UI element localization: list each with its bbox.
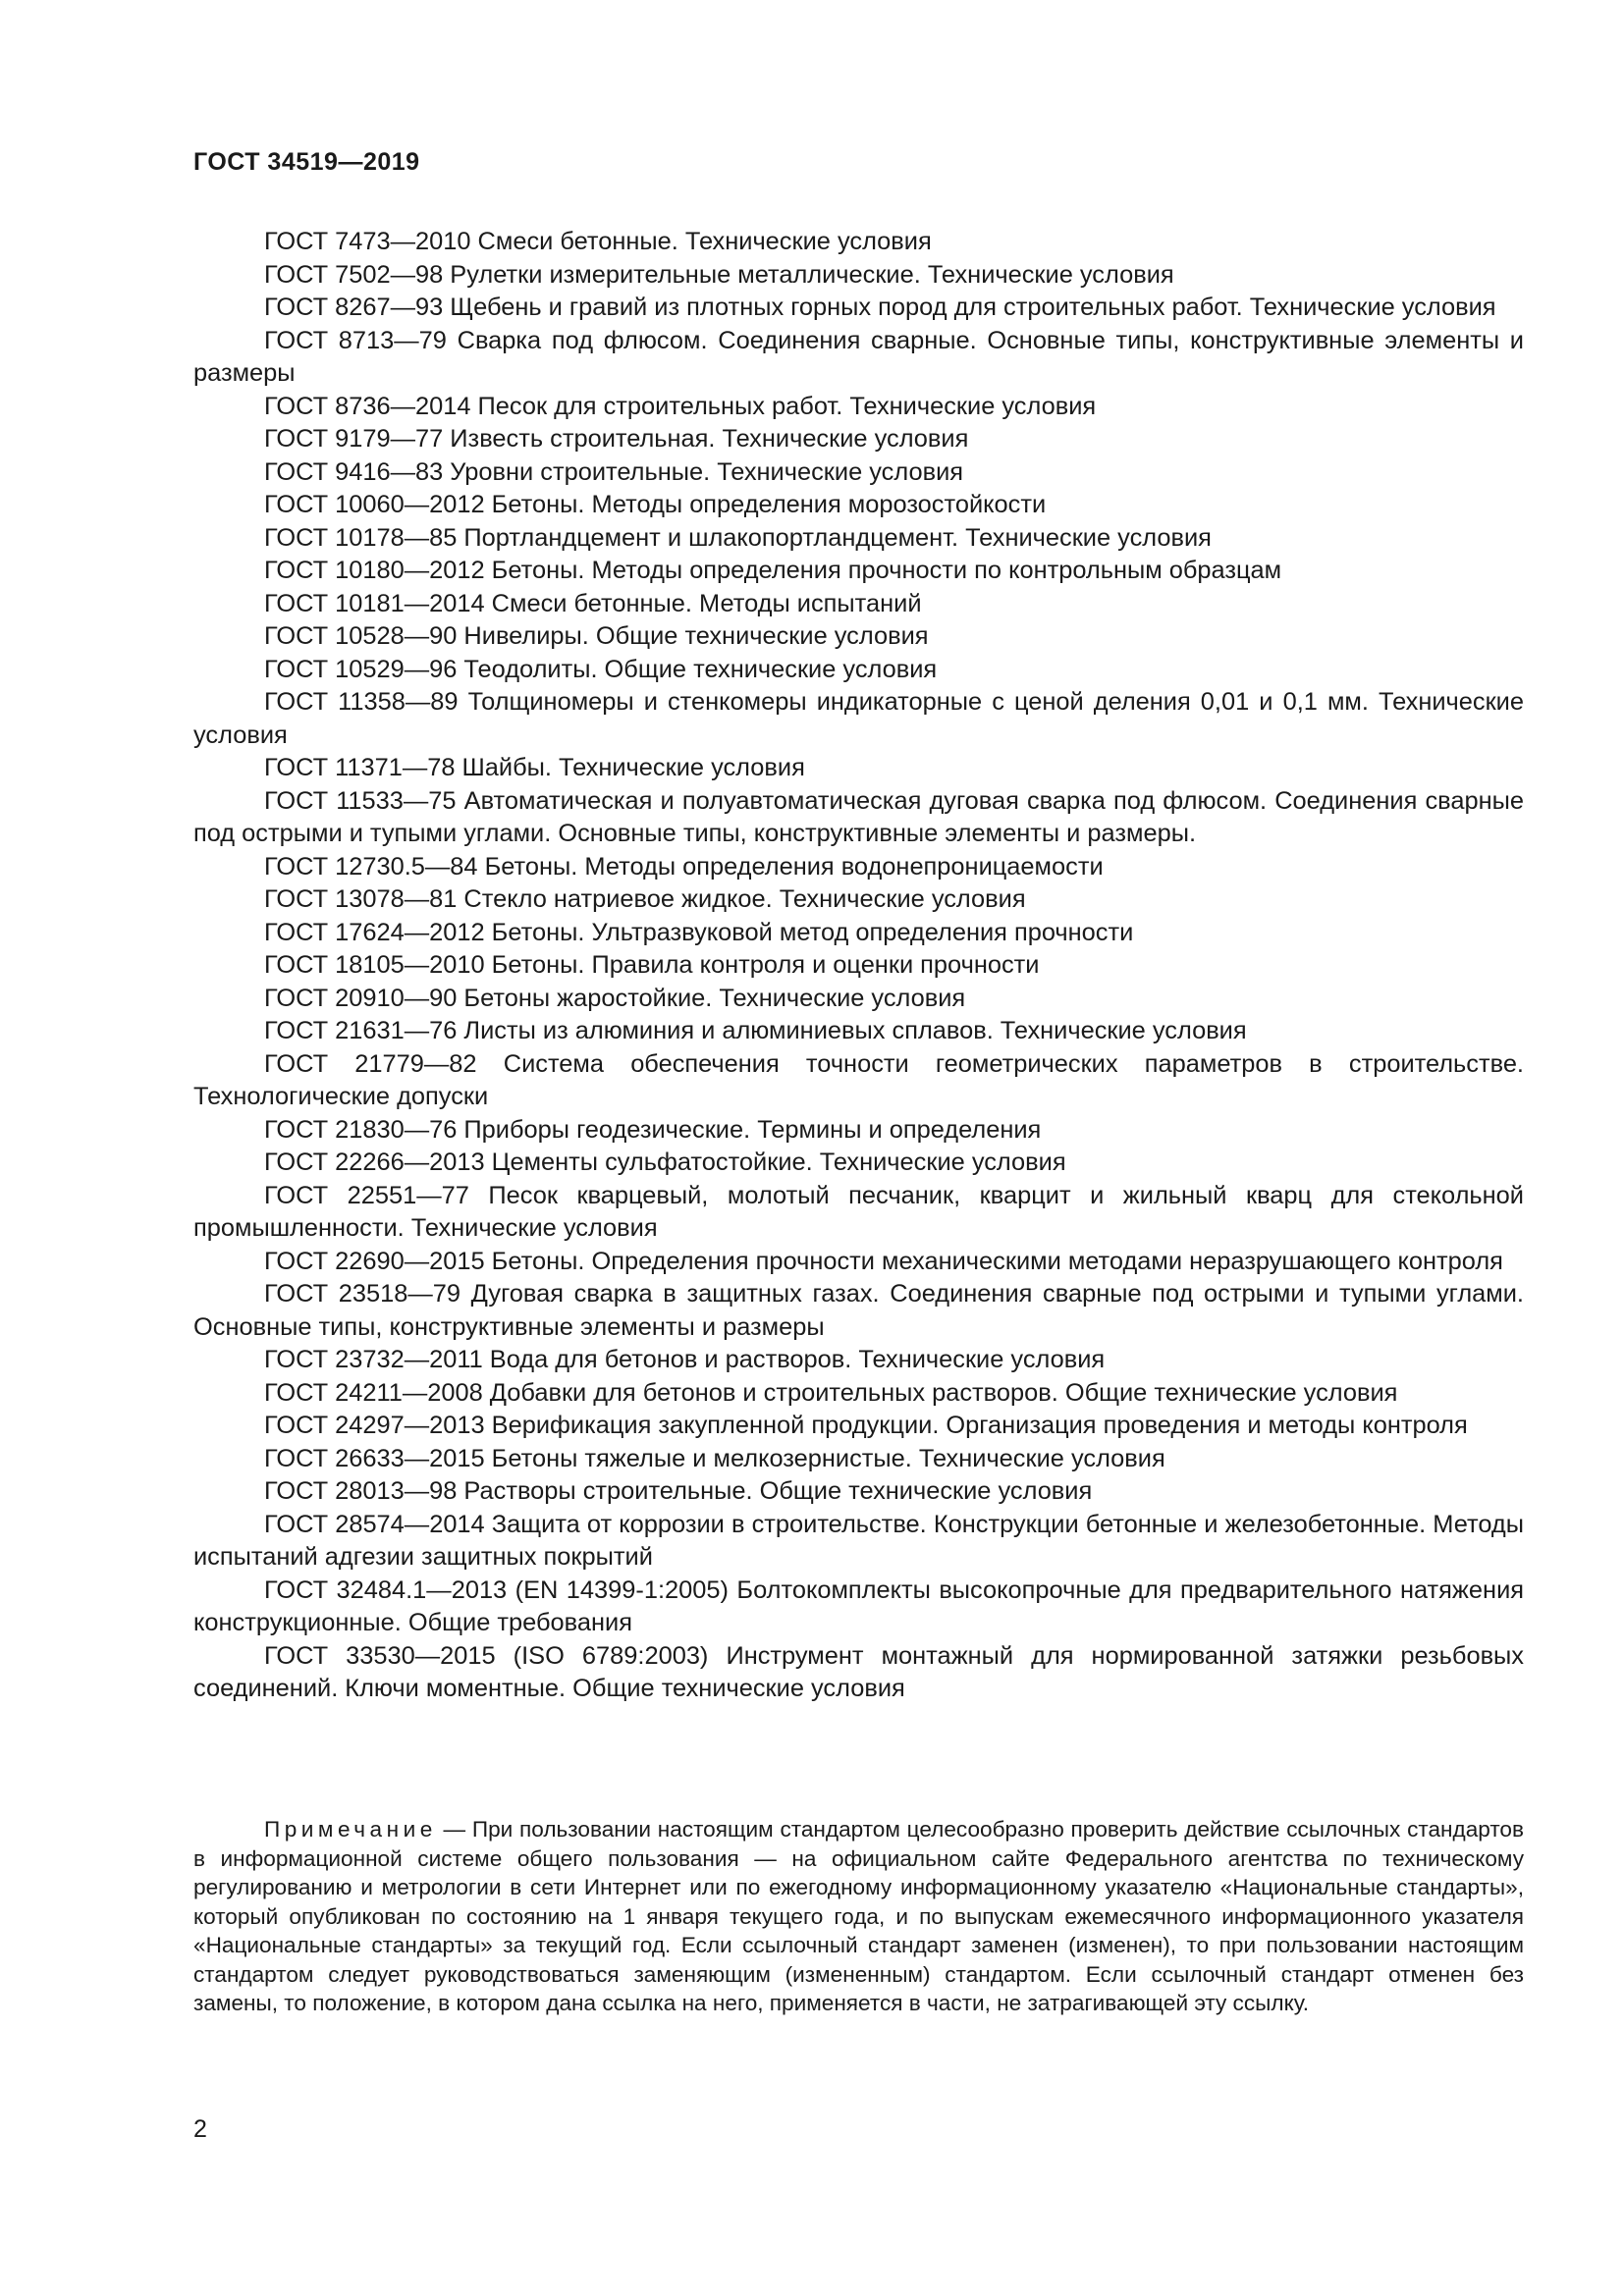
reference-item: ГОСТ 10529—96 Теодолиты. Общие технические условия (264, 655, 938, 683)
note-paragraph (193, 1815, 1524, 2018)
document-header-code: ГОСТ 34519—2019 (193, 148, 420, 176)
reference-item: ГОСТ 10528—90 Нивелиры. Общие технические условия (264, 622, 929, 650)
reference-item: ГОСТ 24297—2013 Верификация закупленной продукции. Организация проведения и методы контроля (264, 1412, 1468, 1439)
reference-item: ГОСТ 22551—77 Песок кварцевый, молотый песчаник, кварцит и жильный кварц для стекольной промышленности. Технические условия (193, 1181, 1524, 1242)
reference-item: ГОСТ 10060—2012 Бетоны. Методы определения морозостойкости (264, 491, 1047, 518)
note-label: Примечание (264, 1817, 437, 1842)
reference-item: ГОСТ 33530—2015 (ISO 6789:2003) Инструмент монтажный для нормированной затяжки резьбовых соединений. Ключи моментные. Общие технические условия (193, 1641, 1524, 1702)
reference-item: ГОСТ 22266—2013 Цементы сульфатостойкие. Технические условия (264, 1148, 1066, 1176)
reference-item: ГОСТ 7502—98 Рулетки измерительные металлические. Технические условия (264, 260, 1174, 289)
reference-item: ГОСТ 22690—2015 Бетоны. Определения прочности механическими методами неразрушающего контроля (264, 1247, 1503, 1275)
reference-item: ГОСТ 17624—2012 Бетоны. Ультразвуковой метод определения прочности (264, 918, 1134, 946)
reference-item: ГОСТ 7473—2010 Смеси бетонные. Технические условия (264, 228, 932, 255)
reference-item: ГОСТ 10181—2014 Смеси бетонные. Методы испытаний (264, 589, 922, 617)
reference-item: ГОСТ 10180—2012 Бетоны. Методы определения прочности по контрольным образцам (264, 557, 1282, 584)
normative-references-list (193, 226, 1524, 1706)
reference-item: ГОСТ 21631—76 Листы из алюминия и алюминиевых сплавов. Технические условия (264, 1017, 1247, 1044)
reference-item: ГОСТ 28013—98 Растворы строительные. Общие технические условия (264, 1477, 1093, 1505)
reference-item: ГОСТ 21830—76 Приборы геодезические. Термины и определения (264, 1115, 1042, 1144)
reference-item: ГОСТ 11358—89 Толщиномеры и стенкомеры индикаторные с ценой деления 0,01 и 0,1 мм. Технические условия (193, 688, 1524, 749)
reference-item: ГОСТ 13078—81 Стекло натриевое жидкое. Технические условия (264, 885, 1026, 913)
reference-item: ГОСТ 24211—2008 Добавки для бетонов и строительных растворов. Общие технические условия (264, 1378, 1398, 1407)
reference-item: ГОСТ 23732—2011 Вода для бетонов и растворов. Технические условия (264, 1346, 1106, 1373)
reference-item: ГОСТ 9416—83 Уровни строительные. Технические условия (264, 457, 964, 486)
page-number: 2 (193, 2115, 207, 2143)
reference-item: ГОСТ 32484.1—2013 (EN 14399-1:2005) Болтокомплекты высокопрочные для предварительного натяжения конструкционные. Общие требования (193, 1575, 1524, 1636)
reference-item: ГОСТ 28574—2014 Защита от коррозии в строительстве. Конструкции бетонные и железобетонные. Методы испытаний адгезии защитных покрытий (193, 1510, 1524, 1571)
reference-item: ГОСТ 11533—75 Автоматическая и полуавтоматическая дуговая сварка под флюсом. Соединения сварные под острыми и тупыми углами. Основные типы, конструктивные элементы и размеры. (193, 786, 1524, 847)
note-text: — При пользовании настоящим стандартом целесообразно проверить действие ссылочных стандартов в информационной системе общего пользования — на официальном сайте Федерального агентства по техническому регулированию и метрологии в сети Интернет или по ежегодному информационному указателю «Национальные стандарты», который опубликован по состоянию на 1 января текущего года, и по выпускам ежемесячного информационного указателя «Национальные стандарты» за текущий год. Если ссылочный стандарт заменен (изменен), то при пользовании настоящим стандартом следует руководствоваться заменяющим (измененным) стандартом. Если ссылочный стандарт отменен без замены, то положение, в котором дана ссылка на него, применяется в части, не затрагивающей эту ссылку. (193, 1817, 1524, 2015)
reference-item: ГОСТ 8713—79 Сварка под флюсом. Соединения сварные. Основные типы, конструктивные элементы и размеры (193, 326, 1524, 387)
reference-item: ГОСТ 10178—85 Портландцемент и шлакопортландцемент. Технические условия (264, 523, 1212, 552)
reference-item: ГОСТ 26633—2015 Бетоны тяжелые и мелкозернистые. Технические условия (264, 1444, 1165, 1472)
reference-item: ГОСТ 8267—93 Щебень и гравий из плотных горных пород для строительных работ. Технические условия (264, 294, 1496, 321)
reference-item: ГОСТ 18105—2010 Бетоны. Правила контроля и оценки прочности (264, 951, 1040, 979)
reference-item: ГОСТ 8736—2014 Песок для строительных работ. Технические условия (264, 392, 1097, 420)
reference-item: ГОСТ 21779—82 Система обеспечения точности геометрических параметров в строительстве. Технологические допуски (193, 1049, 1524, 1110)
reference-item: ГОСТ 12730.5—84 Бетоны. Методы определения водонепроницаемости (264, 852, 1104, 881)
reference-item: ГОСТ 23518—79 Дуговая сварка в защитных газах. Соединения сварные под острыми и тупыми углами. Основные типы, конструктивные элементы и размеры (193, 1280, 1524, 1341)
reference-item: ГОСТ 11371—78 Шайбы. Технические условия (264, 754, 805, 781)
reference-item: ГОСТ 20910—90 Бетоны жаростойкие. Технические условия (264, 984, 966, 1012)
reference-item: ГОСТ 9179—77 Известь строительная. Технические условия (264, 425, 969, 453)
